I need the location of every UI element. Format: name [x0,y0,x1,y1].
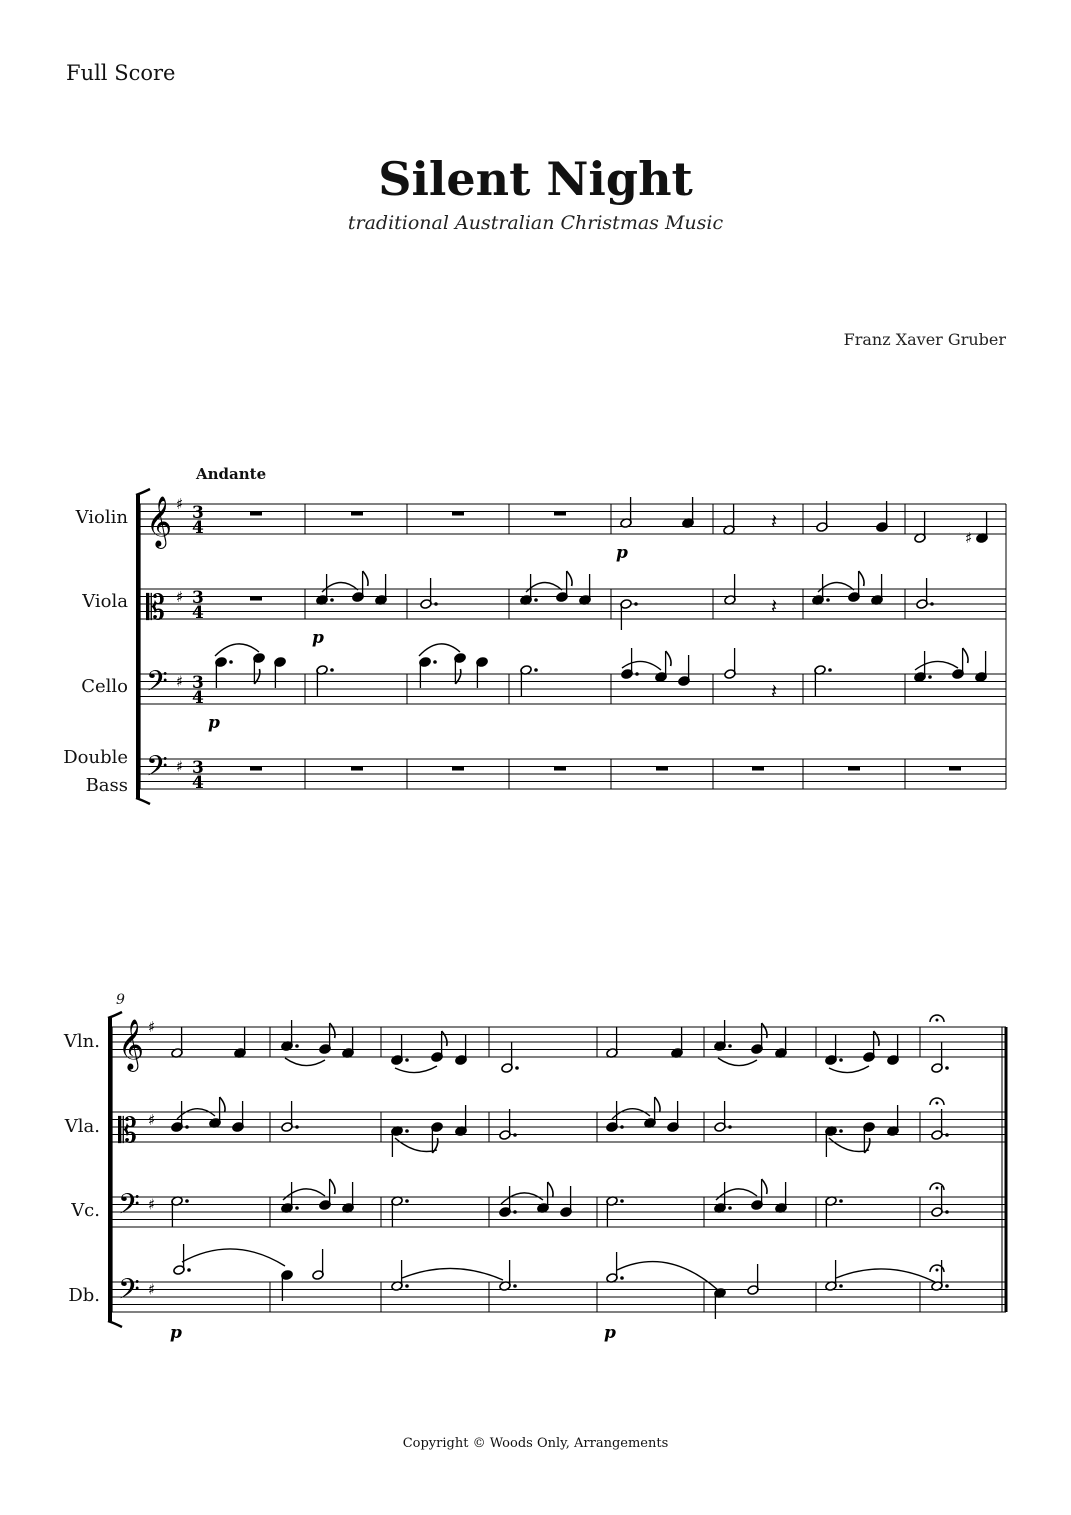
augmentation-dot [945,1210,949,1214]
time-sig-numerator: 3 [192,673,204,693]
instrument-abbr-cello: Vc. [71,1200,100,1221]
slur [718,1058,757,1066]
augmentation-dot [330,598,334,602]
slur [612,1109,650,1119]
augmentation-dot [513,1133,517,1137]
sharp-icon: ♯ [176,757,184,776]
augmentation-dot [534,668,538,672]
sharp-icon: ♯ [148,1110,156,1129]
tempo-marking: Andante [196,465,267,483]
augmentation-dot [635,672,639,676]
slur [716,1189,757,1200]
note-flag [963,648,968,663]
quarter-rest-icon: 𝄽 [771,594,778,618]
whole-rest [351,512,363,516]
alto-clef-icon: 𝄡 [146,588,165,628]
slur [395,1066,437,1073]
page-title: Silent Night [378,152,693,206]
whole-rest [752,767,764,771]
augmentation-dot [434,602,438,606]
whole-rest [554,767,566,771]
time-sig-denominator: 4 [192,603,204,623]
fermata-dot [936,1019,939,1022]
note-flag [655,1097,660,1112]
note-flag [442,1031,447,1046]
augmentation-dot [728,1044,732,1048]
composer: Franz Xaver Gruber [843,330,1006,349]
slur [818,582,854,592]
note-flag [363,571,368,586]
augmentation-dot [828,668,832,672]
dynamic-piano: p [312,628,324,648]
time-sig-numerator: 3 [192,503,204,523]
augmentation-dot [839,1058,843,1062]
whole-rest [949,767,961,771]
note-flag [859,571,864,586]
slur [829,1066,869,1073]
augmentation-dot [185,1125,189,1129]
note-flag [548,1182,553,1197]
augmentation-dot [185,1199,189,1203]
bass-clef-icon: 𝄢 [118,1273,140,1313]
note-flag [762,1023,767,1038]
augmentation-dot [930,602,934,606]
augmentation-dot [826,598,830,602]
augmentation-dot [433,660,437,664]
augmentation-dot [728,1125,732,1129]
slur [622,661,661,670]
treble-clef-icon: 𝄞 [118,1019,145,1070]
augmentation-dot [515,1066,519,1070]
quarter-rest-icon: 𝄽 [771,509,778,533]
note-flag [762,1179,767,1194]
slur [395,1138,437,1152]
note-flag [666,651,671,666]
augmentation-dot [534,598,538,602]
sharp-icon: ♯ [176,672,184,691]
treble-clef-icon: 𝄞 [146,496,173,547]
augmentation-dot [229,660,233,664]
slur [617,1262,718,1290]
instrument-name-viola: Viola [82,591,128,612]
instrument-name-double-bass-line1: Double [63,747,128,768]
sharp-icon: ♯ [176,587,184,606]
augmentation-dot [405,1058,409,1062]
augmentation-dot [634,602,638,606]
augmentation-dot [405,1199,409,1203]
augmentation-dot [620,1199,624,1203]
dynamic-piano: p [208,713,220,733]
instrument-name-cello: Cello [81,676,128,697]
augmentation-dot [620,1125,624,1129]
bass-clef-icon: 𝄢 [146,665,168,705]
note-flag [220,1097,225,1112]
augmentation-dot [295,1044,299,1048]
bass-clef-icon: 𝄢 [146,750,168,790]
note-flag [874,1031,879,1046]
augmentation-dot [295,1125,299,1129]
time-sig-denominator: 4 [192,688,204,708]
whole-rest [351,767,363,771]
slur [283,1189,325,1200]
sharp-icon: ♯ [148,1018,156,1036]
dynamic-piano: p [616,543,628,563]
instrument-name-double-bass-line2: Bass [85,775,128,796]
augmentation-dot [405,1129,409,1133]
sharp-icon: ♯ [148,1195,156,1214]
slur [177,1109,215,1119]
slur [285,1058,325,1066]
instrument-abbr-double-bass: Db. [68,1285,100,1306]
augmentation-dot [945,1066,949,1070]
time-sig-numerator: 3 [192,588,204,608]
whole-rest [554,512,566,516]
fermata-dot [936,1102,939,1105]
slur [322,582,358,592]
sharp-icon: ♯ [965,529,973,547]
augmentation-dot [839,1284,843,1288]
quarter-rest-icon: 𝄽 [771,679,778,703]
augmentation-dot [839,1199,843,1203]
whole-rest [250,512,262,516]
measure-number: 9 [116,992,125,1008]
slur [419,644,460,656]
note-flag [330,1179,335,1194]
augmentation-dot [928,675,932,679]
augmentation-dot [187,1268,191,1272]
augmentation-dot [513,1284,517,1288]
slur [915,661,958,670]
whole-rest [250,597,262,601]
system-bracket [136,495,140,798]
augmentation-dot [839,1129,843,1133]
slur [215,644,259,656]
note-flag [330,1023,335,1038]
alto-clef-icon: 𝄡 [118,1111,137,1151]
sharp-icon: ♯ [148,1280,156,1299]
instrument-name-violin: Violin [75,507,128,528]
augmentation-dot [728,1206,732,1210]
instrument-abbr-violin: Vln. [63,1031,100,1052]
augmentation-dot [945,1284,949,1288]
note-flag [567,571,572,586]
fermata-dot [936,1269,939,1272]
whole-rest [848,767,860,771]
time-sig-numerator: 3 [192,758,204,778]
augmentation-dot [513,1210,517,1214]
slur [501,1193,543,1204]
system-bracket [108,1018,112,1321]
bass-clef-icon: 𝄢 [118,1188,140,1228]
augmentation-dot [330,668,334,672]
augmentation-dot [295,1206,299,1210]
bracket-hook [136,798,150,804]
bracket-hook [136,489,150,495]
sharp-icon: ♯ [176,495,184,513]
slur [836,1269,935,1282]
augmentation-dot [405,1284,409,1288]
whole-rest [656,767,668,771]
bracket-hook [108,1321,122,1327]
dynamic-piano: p [604,1323,616,1343]
slur [829,1138,869,1152]
score-label: Full Score [66,61,176,85]
instrument-abbr-viola: Vla. [64,1116,100,1137]
time-sig-denominator: 4 [192,773,204,793]
whole-rest [250,767,262,771]
copyright: Copyright © Woods Only, Arrangements [402,1436,669,1451]
whole-rest [452,512,464,516]
bracket-hook [108,1012,122,1018]
augmentation-dot [620,1276,624,1280]
time-sig-denominator: 4 [192,518,204,538]
slur [182,1249,285,1266]
dynamic-piano: p [170,1323,182,1343]
whole-rest [452,767,464,771]
augmentation-dot [945,1133,949,1137]
fermata-dot [936,1187,939,1190]
slur [402,1268,503,1280]
slur [526,582,562,592]
subtitle: traditional Australian Christmas Music [347,212,724,234]
